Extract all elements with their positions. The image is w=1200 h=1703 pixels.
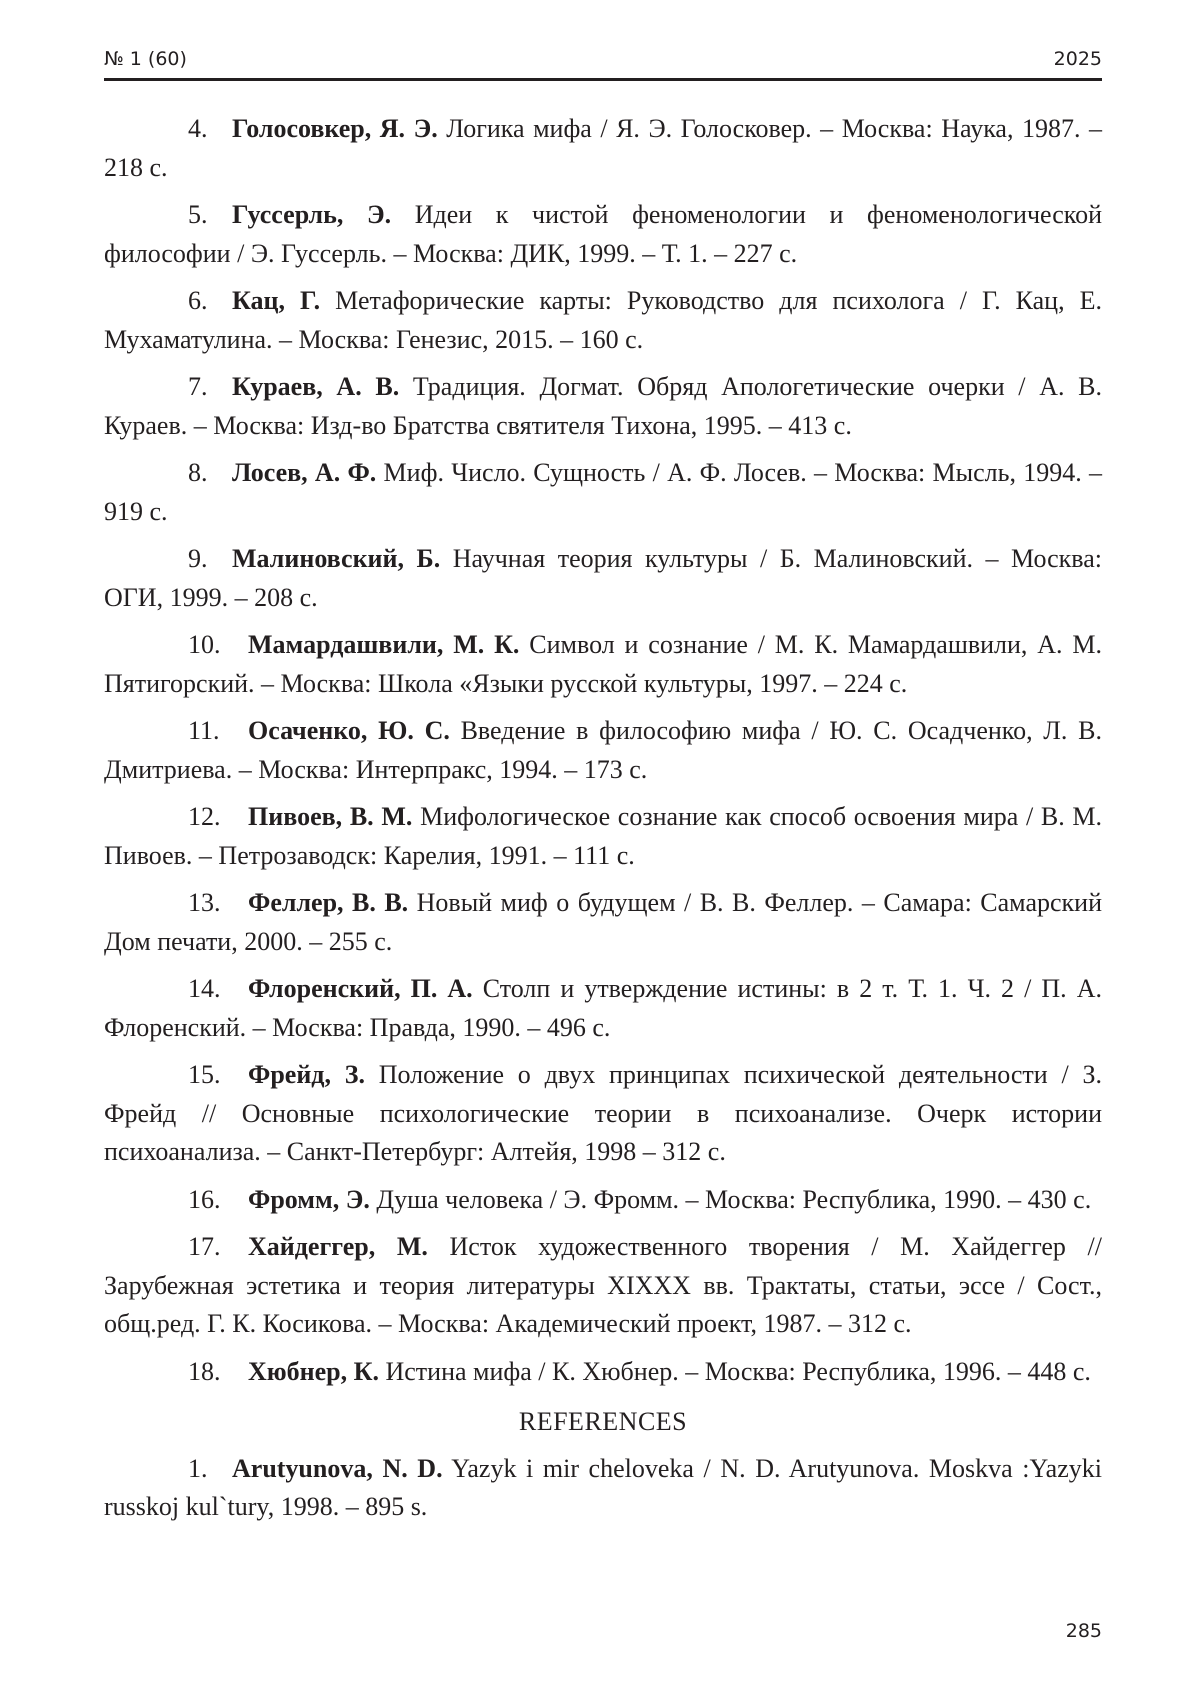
bibliography-entry (104, 884, 1102, 961)
bibliography-entry (104, 1228, 1102, 1344)
bibliography-list (104, 110, 1102, 1391)
entry-number: 10. (188, 630, 221, 659)
entry-author: Осаченко, Ю. С. (248, 716, 450, 745)
entry-number: 1. (188, 1453, 208, 1483)
entry-author: Хюбнер, К. (248, 1356, 379, 1386)
entry-number: 12. (188, 802, 221, 831)
bibliography (104, 110, 1102, 1536)
references-heading: REFERENCES (518, 1407, 688, 1436)
entry-number: 17. (188, 1232, 221, 1261)
entry-number: 4. (188, 114, 208, 143)
bibliography-entry (104, 454, 1102, 531)
entry-text: Положение о двух принципах психической деятельности / З. Фрейд // Основные психологические теории в психоанализе. Очерк истории психоанализа. – Санкт-Петербург: Алтейя, 1998 – 312 с. (104, 1060, 1102, 1166)
entry-number: 15. (188, 1060, 221, 1089)
bibliography-entry (104, 1353, 1102, 1392)
issue-number: № 1 (60) (104, 48, 187, 70)
entry-text: Логика мифа / Я. Э. Голосковер. – Москва: Наука, 1987. – 218 с. (104, 114, 1102, 182)
bibliography-entry (104, 110, 1102, 187)
entry-author: Флоренский, П. А. (248, 974, 473, 1003)
bibliography-entry (104, 970, 1102, 1047)
entry-author: Фромм, Э. (248, 1184, 370, 1214)
entry-author: Голосовкер, Я. Э. (232, 114, 438, 143)
entry-text: Научная теория культуры / Б. Малиновский. – Москва: ОГИ, 1999. – 208 с. (104, 544, 1102, 612)
entry-number: 9. (188, 544, 208, 573)
entry-author: Мамардашвили, М. К. (248, 630, 520, 659)
entry-author: Феллер, В. В. (248, 888, 409, 917)
entry-text: Душа человека / Э. Фромм. – Москва: Республика, 1990. – 430 с. (369, 1184, 1092, 1214)
entry-number: 7. (188, 372, 208, 401)
entry-text: Столп и утверждение истины: в 2 т. Т. 1. Ч. 2 / П. А. Флоренский. – Москва: Правда, 1990. – 496 с. (104, 974, 1102, 1042)
bibliography-entry (104, 1450, 1102, 1527)
bibliography-entry (104, 798, 1102, 875)
bibliography-entry (104, 196, 1102, 273)
entry-author: Лосев, А. Ф. (232, 458, 377, 487)
entry-text: Традиция. Догмат. Обряд Апологетические очерки / А. В. Кураев. – Москва: Изд-во Братства святителя Тихона, 1995. – 413 с. (104, 372, 1103, 440)
bibliography-entry (104, 1181, 1102, 1220)
entry-number: 11. (188, 716, 220, 745)
entry-number: 6. (188, 286, 208, 315)
bibliography-entry (104, 712, 1102, 789)
entry-text: Yazyk i mir cheloveka / N. D. Arutyunova. Moskva :Yazyki russkoj kul`tury, 1998. – 895 s. (104, 1453, 1102, 1521)
entry-text: Мифологическое сознание как способ освоения мира / В. М. Пивоев. – Петрозаводск: Карелия, 1991. – 111 с. (104, 802, 1102, 870)
entry-number: 13. (188, 888, 221, 917)
entry-number: 16. (188, 1184, 221, 1214)
running-header (104, 48, 1102, 81)
entry-author: Фрейд, З. (248, 1060, 365, 1089)
entry-author: Кураев, А. В. (232, 372, 400, 401)
entry-text: Исток художественного творения / М. Хайдеггер // Зарубежная эстетика и теория литературы XIXXX вв. Трактаты, статьи, эссе / Сост., общ.ред. Г. К. Косикова. – Москва: Академический проект, 1987. – 312 с. (104, 1232, 1102, 1338)
entry-text: Истина мифа / К. Хюбнер. – Москва: Республика, 1996. – 448 с. (378, 1356, 1091, 1386)
bibliography-entry (104, 626, 1102, 703)
references-list (104, 1450, 1102, 1527)
entry-author: Arutyunova, N. D. (232, 1453, 443, 1483)
entry-author: Гуссерль, Э. (232, 200, 392, 229)
entry-author: Малиновский, Б. (232, 544, 441, 573)
entry-author: Хайдеггер, М. (248, 1232, 428, 1261)
bibliography-entry (104, 540, 1102, 617)
entry-number: 8. (188, 458, 208, 487)
entry-author: Кац, Г. (232, 286, 321, 315)
entry-text: Символ и сознание / М. К. Мамардашвили, А. М. Пятигорский. – Москва: Школа «Языки русской культуры, 1997. – 224 с. (104, 630, 1102, 698)
page-number: 285 (1065, 1620, 1102, 1642)
bibliography-entry (104, 1056, 1102, 1172)
entry-text: Введение в философию мифа / Ю. С. Осадченко, Л. В. Дмитриева. – Москва: Интерпракс, 1994. – 173 с. (104, 716, 1102, 784)
publication-year: 2025 (1053, 48, 1102, 70)
entry-number: 5. (188, 200, 208, 229)
entry-text: Новый миф о будущем / В. В. Феллер. – Самара: Самарский Дом печати, 2000. – 255 с. (104, 888, 1102, 956)
entry-author: Пивоев, В. М. (248, 802, 413, 831)
bibliography-entry (104, 282, 1102, 359)
entry-text: Идеи к чистой феноменологии и феноменологической философии / Э. Гуссерль. – Москва: ДИК, 1999. – Т. 1. – 227 с. (104, 200, 1102, 268)
bibliography-entry (104, 368, 1102, 445)
entry-number: 14. (188, 974, 221, 1003)
entry-number: 18. (188, 1356, 221, 1386)
entry-text: Миф. Число. Сущность / А. Ф. Лосев. – Москва: Мысль, 1994. – 919 с. (104, 458, 1102, 526)
entry-text: Метафорические карты: Руководство для психолога / Г. Кац, Е. Мухаматулина. – Москва: Генезис, 2015. – 160 с. (104, 286, 1102, 354)
